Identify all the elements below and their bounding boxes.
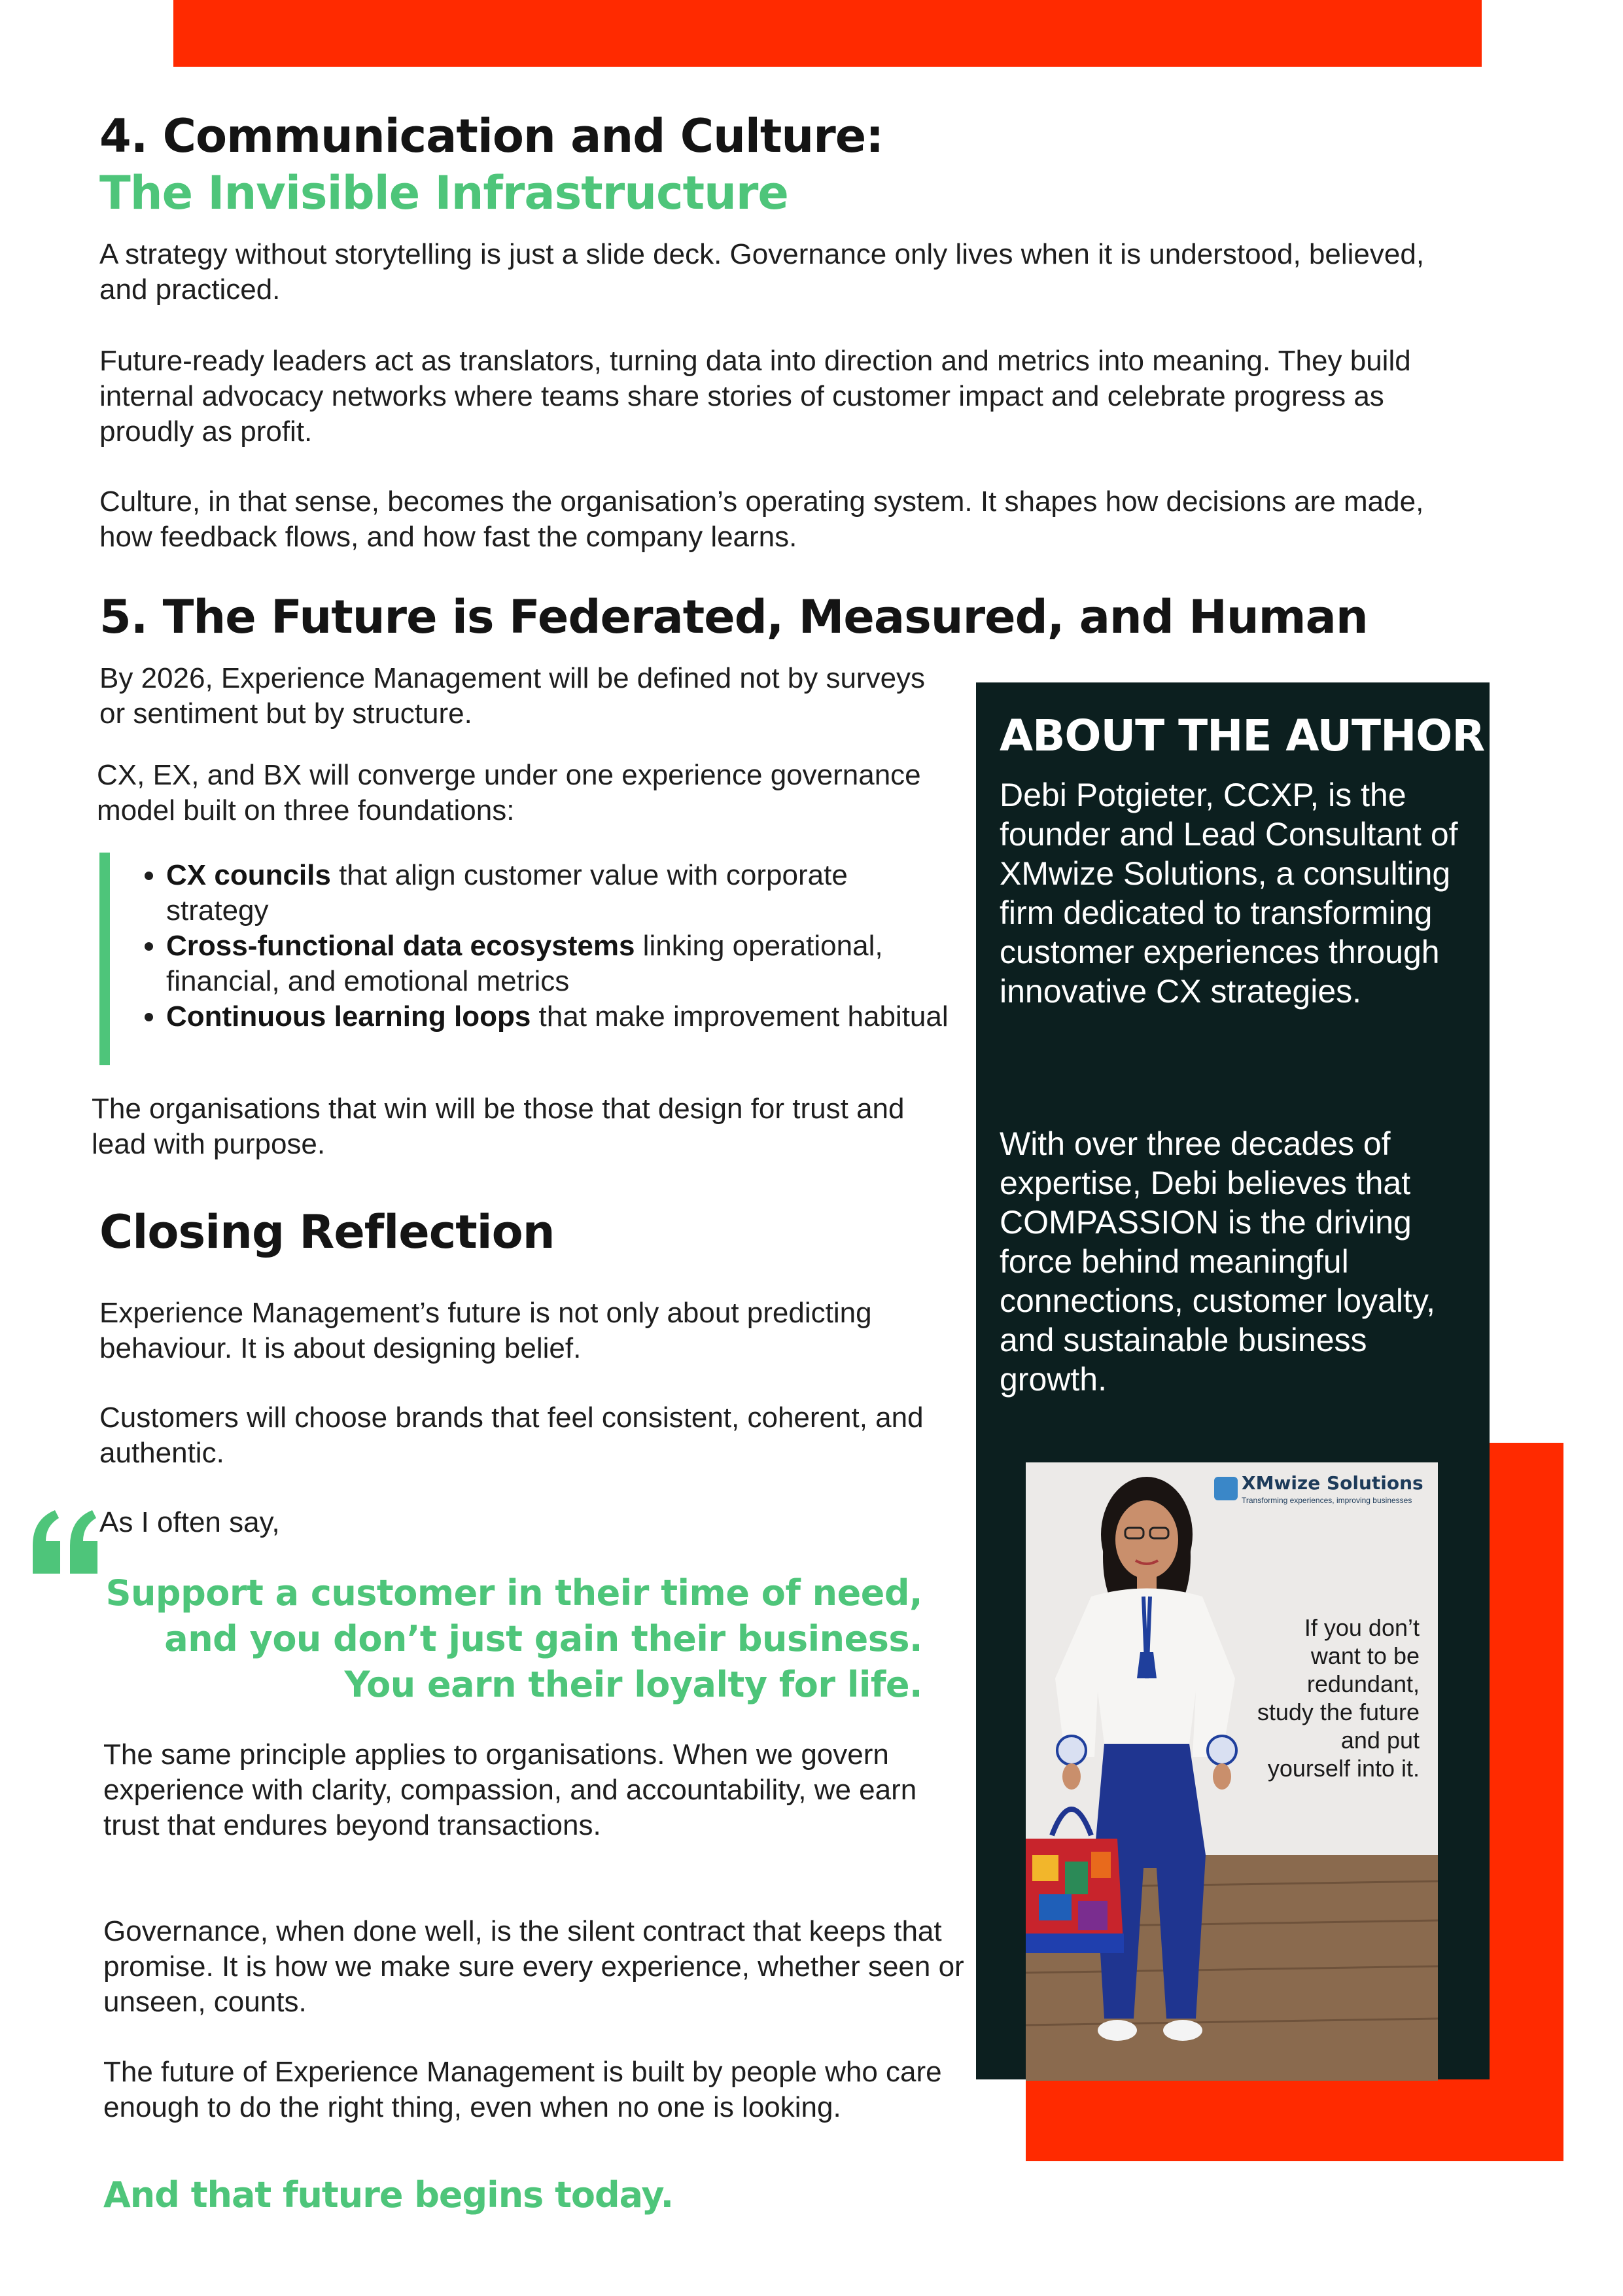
section5-paragraph-2: CX, EX, and BX will converge under one experience governance model built on three foundations: [97, 759, 921, 826]
closing-paragraph-2: Customers will choose brands that feel consistent, coherent, and authentic. [99, 1402, 924, 1469]
closing-title: Closing Reflection [99, 1205, 555, 1259]
about-author-paragraph-1: Debi Potgieter, CCXP, is the founder and Lead Consultant of XMwize Solutions, a consulting firm dedicated to transforming customer experiences through innovative CX strategies. [1000, 777, 1458, 1010]
section5-paragraph-1: By 2026, Experience Management will be defined not by surveys or sentiment but by structure. [99, 662, 926, 730]
pull-quote-line: Support a customer in their time of need, [105, 1572, 922, 1614]
photo-quote: If you don’t want to be redundant, study the future and put yourself into it. [1257, 1614, 1420, 1782]
closing-paragraph-1: Experience Management’s future is not only about predicting behaviour. It is about designing belief. [99, 1297, 872, 1364]
quote-mark-icon [27, 1505, 103, 1577]
section5-title: 5. The Future is Federated, Measured, and Human [99, 590, 1368, 644]
list-item: • Cross-functional data ecosystems linking operational, financial, and emotional metrics [166, 928, 950, 999]
list-item: • CX councils that align customer value with corporate strategy [166, 858, 950, 928]
list-item: • Continuous learning loops that make improvement habitual [166, 999, 950, 1034]
closing-paragraph-4: The same principle applies to organisations. When we govern experience with clarity, compassion, and accountability, we earn trust that endures beyond transactions. [103, 1739, 917, 1841]
section4-paragraph-2: Future-ready leaders act as translators, turning data into direction and metrics into meaning. They build internal advocacy networks where teams share stories of customer impact and celebrate progress as proudly as profit. [99, 345, 1411, 448]
top-accent-bar [173, 0, 1482, 67]
pull-quote-line: and you don’t just gain their business. [164, 1618, 922, 1659]
section5-paragraph-3: The organisations that win will be those that design for trust and lead with purpose. [92, 1093, 905, 1160]
section4-title: 4. Communication and Culture: [99, 109, 884, 163]
closing-final-line: And that future begins today. [103, 2174, 674, 2216]
foundations-list [99, 853, 950, 1065]
closing-paragraph-3: As I often say, [99, 1506, 280, 1538]
closing-paragraph-6: The future of Experience Management is built by people who care enough to do the right thing, even when no one is looking. [103, 2056, 942, 2123]
photo-logo-text: XMwize Solutions [1242, 1472, 1423, 1494]
section4-subtitle: The Invisible Infrastructure [99, 166, 788, 220]
section4-paragraph-1: A strategy without storytelling is just a slide deck. Governance only lives when it is understood, believed, and practiced. [99, 238, 1425, 306]
closing-paragraph-5: Governance, when done well, is the silent contract that keeps that promise. It is how we make sure every experience, whether seen or unseen, counts. [103, 1915, 964, 2018]
pull-quote-line: You earn their loyalty for life. [344, 1664, 922, 1705]
photo-logo-tagline: Transforming experiences, improving businesses [1242, 1496, 1412, 1505]
about-author-heading: ABOUT THE AUTHOR [1000, 711, 1485, 761]
section4-paragraph-3: Culture, in that sense, becomes the organisation’s operating system. It shapes how decisions are made, how feedback flows, and how fast the company learns. [99, 486, 1424, 553]
pull-quote [98, 1570, 922, 1708]
about-author-paragraph-2: With over three decades of expertise, Debi believes that COMPASSION is the driving force behind meaningful connections, customer loyalty, and sustainable business growth. [1000, 1125, 1436, 1398]
